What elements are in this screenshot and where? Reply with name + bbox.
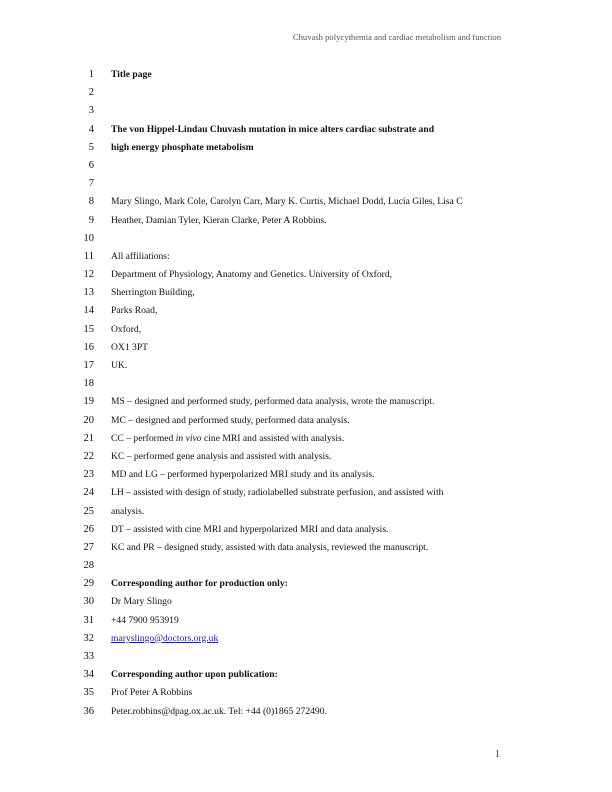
line-text: MD and LG – performed hyperpolarized MRI study and its analysis.: [111, 469, 375, 481]
line-text: Corresponding author for production only:: [111, 578, 288, 590]
line-number: 26: [83, 523, 94, 535]
manuscript-line: [0, 666, 612, 684]
line-text: DT – assisted with cine MRI and hyperpolarized MRI and data analysis.: [111, 523, 389, 535]
line-number: 29: [83, 578, 94, 590]
manuscript-line: [0, 575, 612, 593]
manuscript-line: [0, 430, 612, 448]
line-text: UK.: [111, 360, 128, 371]
manuscript-line: [0, 175, 612, 193]
line-number: 12: [83, 269, 94, 281]
line-text-part: cine MRI and assisted with analysis.: [201, 432, 345, 444]
line-text: Mary Slingo, Mark Cole, Carolyn Carr, Mary K. Curtis, Michael Dodd, Lucia Giles, Lisa C: [111, 196, 463, 208]
line-text: Sherrington Building,: [111, 287, 195, 299]
manuscript-line: [0, 102, 612, 120]
line-number: 13: [83, 287, 94, 299]
line-number: 4: [88, 123, 94, 135]
line-number: 32: [83, 632, 94, 644]
manuscript-line: [0, 393, 612, 411]
line-number: 28: [83, 560, 94, 572]
line-number: 2: [88, 87, 94, 99]
line-text: Title page: [111, 69, 152, 80]
manuscript-line: [0, 284, 612, 302]
line-text: The von Hippel-Lindau Chuvash mutation in mice alters cardiac substrate and: [111, 123, 435, 135]
line-number: 18: [83, 378, 94, 390]
manuscript-line: [0, 193, 612, 211]
manuscript-line: [0, 521, 612, 539]
manuscript-line: [0, 248, 612, 266]
manuscript-body: [0, 66, 612, 721]
line-number: 35: [83, 687, 94, 699]
manuscript-line: [0, 703, 612, 721]
line-text: KC and PR – designed study, assisted with data analysis, reviewed the manuscript.: [111, 541, 429, 553]
manuscript-line: [0, 84, 612, 102]
line-number: 17: [83, 360, 94, 371]
line-text: Prof Peter A Robbins: [111, 687, 193, 699]
line-text: [111, 630, 218, 648]
line-text: OX1 3PT: [111, 341, 149, 353]
line-text: analysis.: [111, 505, 145, 517]
manuscript-line: [0, 412, 612, 430]
line-text: Parks Road,: [111, 305, 158, 317]
line-text: MC – designed and performed study, performed data analysis.: [111, 414, 350, 426]
line-number: 22: [83, 450, 94, 462]
line-number: 8: [88, 196, 94, 208]
manuscript-line: [0, 593, 612, 611]
line-number: 9: [88, 214, 94, 226]
line-number: 30: [83, 596, 94, 608]
manuscript-line: [0, 484, 612, 502]
line-number: 7: [88, 178, 94, 190]
line-number: 10: [83, 232, 94, 244]
page-number: 1: [495, 749, 500, 760]
manuscript-line: [0, 66, 612, 84]
line-number: 34: [83, 669, 94, 681]
line-number: 5: [88, 141, 94, 153]
manuscript-line: [0, 157, 612, 175]
line-number: 36: [83, 705, 94, 717]
italic-term: in vivo: [175, 432, 202, 444]
manuscript-line: [0, 139, 612, 157]
line-text: KC – performed gene analysis and assisted with analysis.: [111, 450, 332, 462]
line-text: Corresponding author upon publication:: [111, 669, 278, 681]
line-text: All affiliations:: [111, 250, 170, 262]
line-number: 24: [83, 487, 94, 499]
line-number: 23: [83, 469, 94, 481]
line-number: 25: [83, 505, 94, 517]
line-number: 6: [88, 159, 94, 171]
line-number: 3: [88, 105, 94, 117]
line-text: LH – assisted with design of study, radiolabelled substrate perfusion, and assisted with: [111, 487, 444, 499]
manuscript-line: [0, 357, 612, 375]
line-number: 19: [83, 396, 94, 408]
manuscript-line: [0, 375, 612, 393]
manuscript-line: [0, 630, 612, 648]
manuscript-line: [0, 212, 612, 230]
manuscript-line: [0, 684, 612, 702]
manuscript-line: [0, 539, 612, 557]
line-number: 15: [83, 323, 94, 335]
manuscript-line: [0, 339, 612, 357]
line-text: [111, 430, 344, 448]
line-number: 1: [88, 69, 94, 80]
line-number: 16: [83, 341, 94, 353]
manuscript-line: [0, 503, 612, 521]
line-number: 21: [83, 432, 94, 444]
line-number: 14: [83, 305, 94, 317]
email-link[interactable]: maryslingo@doctors.org.uk: [111, 632, 219, 644]
line-number: 20: [83, 414, 94, 426]
manuscript-line: [0, 302, 612, 320]
line-text: Department of Physiology, Anatomy and Genetics. University of Oxford,: [111, 269, 393, 281]
line-text: Oxford,: [111, 323, 142, 335]
line-text: Peter.robbins@dpag.ox.ac.uk. Tel: +44 (0)1865 272490.: [111, 705, 327, 717]
line-text: Dr Mary Slingo: [111, 596, 172, 608]
manuscript-line: [0, 648, 612, 666]
line-text: Heather, Damian Tyler, Kieran Clarke, Peter A Robbins.: [111, 214, 327, 226]
manuscript-line: [0, 448, 612, 466]
manuscript-line: [0, 466, 612, 484]
line-number: 27: [83, 541, 94, 553]
manuscript-line: [0, 321, 612, 339]
line-text-part: CC – performed: [111, 432, 176, 444]
manuscript-line: [0, 230, 612, 248]
running-header: Chuvash polycythemia and cardiac metabolism and function: [292, 32, 501, 42]
line-text: high energy phosphate metabolism: [111, 141, 254, 153]
manuscript-line: [0, 612, 612, 630]
manuscript-line: [0, 266, 612, 284]
line-text: MS – designed and performed study, performed data analysis, wrote the manuscript.: [111, 396, 435, 408]
manuscript-line: [0, 557, 612, 575]
line-number: 31: [83, 614, 94, 626]
manuscript-line: [0, 121, 612, 139]
line-number: 11: [83, 250, 94, 262]
line-number: 33: [83, 651, 94, 662]
line-text: +44 7900 953919: [111, 614, 179, 626]
